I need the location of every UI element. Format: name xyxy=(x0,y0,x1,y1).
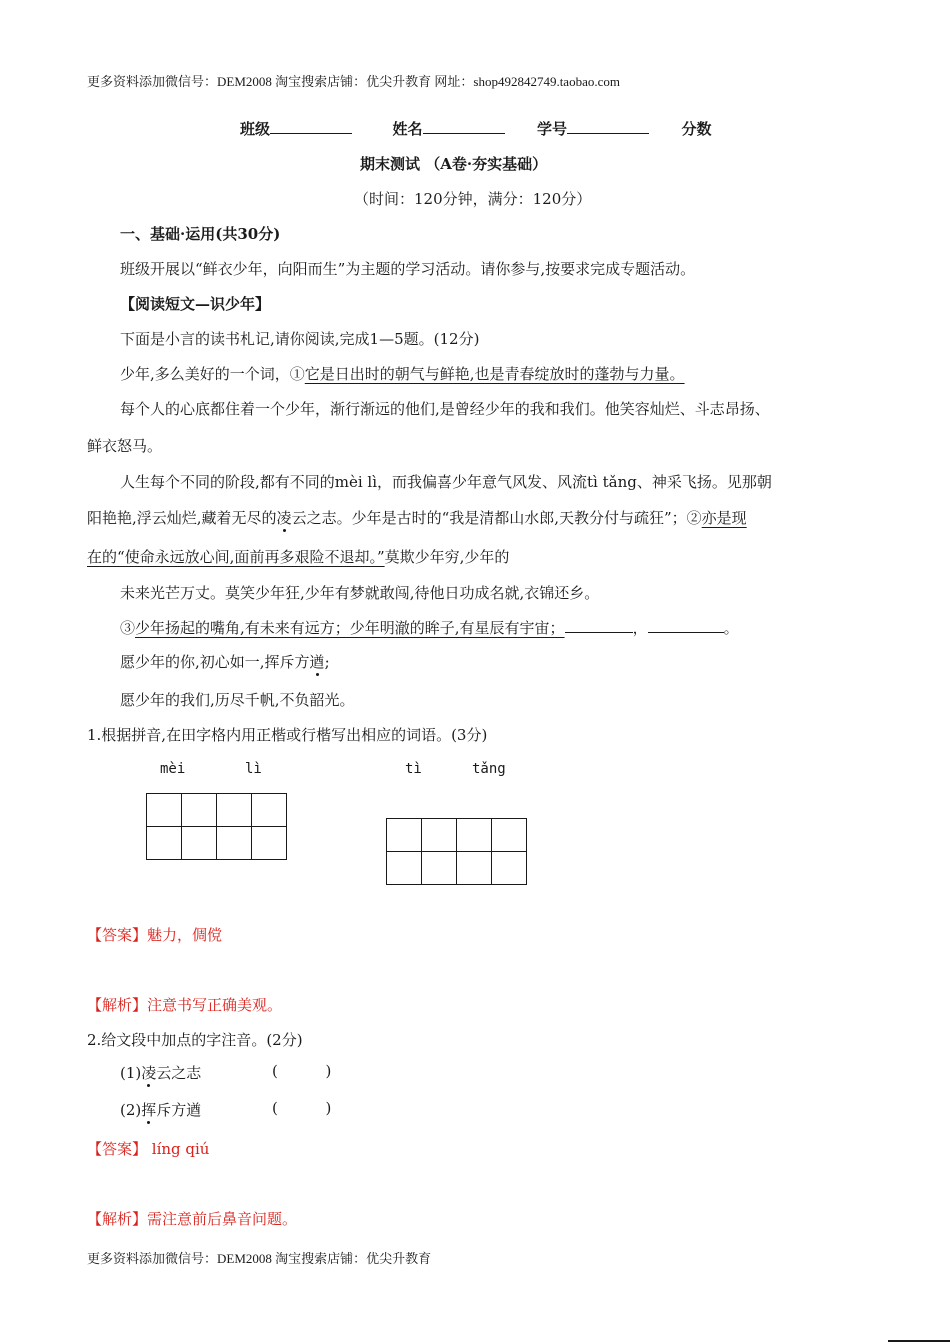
q2-item2-dotted-char: 挥 xyxy=(141,1101,157,1119)
grid-cell[interactable] xyxy=(252,794,287,827)
student-id-blank[interactable] xyxy=(567,119,649,134)
q2-item1 xyxy=(120,1062,201,1083)
exam-subtitle: （时间：120分钟，满分：120分） xyxy=(354,190,592,208)
section1-heading: 一、基础·运用(共30分) xyxy=(120,225,281,243)
grid-cell[interactable] xyxy=(422,819,457,852)
q2-analysis: 【解析】需注意前后鼻音问题。 xyxy=(87,1210,298,1228)
grid-cell[interactable] xyxy=(252,827,287,860)
q2-item1-dotted-char: 凌 xyxy=(141,1064,157,1082)
page-corner-rule xyxy=(888,1340,950,1342)
q2-item2-paren[interactable]: ( ) xyxy=(272,1099,332,1117)
p3-text-c: 莫欺少年穷,少年的 xyxy=(384,548,510,566)
section1-subheading: 【阅读短文—识少年】 xyxy=(120,295,271,313)
grid-cell[interactable] xyxy=(147,794,182,827)
p3-text-a: 阳艳艳,浮云灿烂,藏着无尽的 xyxy=(87,509,277,527)
passage-p3-line1: 人生每个不同的阶段,都有不同的mèi lì，而我偏喜少年意气风发、风流tì tǎng、神采飞扬。见那朝 xyxy=(120,473,772,491)
exam-title: 期末测试 （A卷·夯实基础） xyxy=(360,155,548,173)
name-blank[interactable] xyxy=(423,119,505,134)
passage-p3-line2 xyxy=(87,507,747,528)
q2-item2 xyxy=(120,1099,201,1120)
p1-text: 少年,多么美好的一个词，① xyxy=(120,365,305,383)
top-header-note: 更多资料添加微信号：DEM2008 淘宝搜索店铺：优尖升教育 网址：shop492842749.taobao.com xyxy=(87,74,620,89)
grid-cell[interactable] xyxy=(182,794,217,827)
class-blank[interactable] xyxy=(270,119,352,134)
p6-text: 愿少年的你,初心如一,挥斥方 xyxy=(120,653,310,671)
q2-item2-number: (2) xyxy=(120,1101,142,1119)
tianzige-grid-titang[interactable] xyxy=(386,818,527,885)
passage-p4: 未来光芒万丈。莫笑少年狂,少年有梦就敢闯,待他日功成名就,衣锦还乡。 xyxy=(120,584,600,602)
q1-pinyin-b2: tǎng xyxy=(472,761,506,777)
passage-p7: 愿少年的我们,历尽千帆,不负韶光。 xyxy=(120,691,355,709)
student-id-label: 学号 xyxy=(536,120,567,138)
grid-cell[interactable] xyxy=(422,852,457,885)
grid-cell[interactable] xyxy=(457,852,492,885)
passage-p6 xyxy=(120,651,330,672)
name-label: 姓名 xyxy=(392,120,423,138)
q2-answer: 【答案】 líng qiú xyxy=(87,1140,210,1158)
p5-blank-1[interactable] xyxy=(565,618,633,633)
q1-question: 1.根据拼音,在田字格内用正楷或行楷写出相应的词语。(3分) xyxy=(87,726,488,744)
grid-cell[interactable] xyxy=(387,819,422,852)
section1-instruction: 下面是小言的读书札记,请你阅读,完成1—5题。(12分) xyxy=(120,330,480,348)
p5-separator: ， xyxy=(632,619,648,637)
p5-marker: ③ xyxy=(120,619,136,637)
passage-p3-line3 xyxy=(87,546,509,567)
dotted-char-qiu: 遒 xyxy=(309,653,325,671)
grid-cell[interactable] xyxy=(457,819,492,852)
passage-p2-line2: 鲜衣怒马。 xyxy=(87,437,163,455)
score-label: 分数 xyxy=(681,120,712,138)
grid-cell[interactable] xyxy=(217,794,252,827)
p6-end: ; xyxy=(324,653,330,671)
dotted-char-ling: 凌 xyxy=(276,509,292,527)
q1-answer: 【答案】魅力，倜傥 xyxy=(87,926,223,944)
grid-cell[interactable] xyxy=(182,827,217,860)
p5-underlined: 少年扬起的嘴角,有未来有远方；少年明澈的眸子,有星辰有宇宙； xyxy=(135,619,565,637)
form-line xyxy=(240,118,711,139)
passage-p2-line1: 每个人的心底都住着一个少年，渐行渐远的他们,是曾经少年的我和我们。他笑容灿烂、斗志昂扬、 xyxy=(120,400,770,418)
p1-underlined: 它是日出时的朝气与鲜艳,也是青春绽放时的蓬勃与力量。 xyxy=(304,365,685,383)
p3-text-b: 云之志。少年是古时的“我是清都山水郎,天教分付与疏狂”；② xyxy=(291,509,702,527)
p5-end: 。 xyxy=(723,619,739,637)
passage-p5 xyxy=(120,617,739,638)
q1-pinyin-a1: mèi xyxy=(160,761,186,777)
q2-item2-text: 斥方遒 xyxy=(156,1101,202,1119)
q2-question: 2.给文段中加点的字注音。(2分) xyxy=(87,1031,303,1049)
q1-analysis: 【解析】注意书写正确美观。 xyxy=(87,996,283,1014)
p3-underlined-b: 在的“使命永远放心间,面前再多艰险不退却。” xyxy=(87,548,385,566)
grid-cell[interactable] xyxy=(217,827,252,860)
section1-intro: 班级开展以“鲜衣少年，向阳而生”为主题的学习活动。请你参与,按要求完成专题活动。 xyxy=(120,260,696,278)
q2-item1-paren[interactable]: ( ) xyxy=(272,1062,332,1080)
p3-underlined-a: 亦是现 xyxy=(701,509,747,527)
class-label: 班级 xyxy=(240,120,271,138)
passage-p1 xyxy=(120,363,685,384)
grid-cell[interactable] xyxy=(492,852,527,885)
grid-cell[interactable] xyxy=(387,852,422,885)
q2-item1-number: (1) xyxy=(120,1064,142,1082)
q2-item1-text: 云之志 xyxy=(156,1064,202,1082)
p5-blank-2[interactable] xyxy=(648,618,724,633)
bottom-footer-note: 更多资料添加微信号：DEM2008 淘宝搜索店铺：优尖升教育 xyxy=(87,1251,432,1266)
tianzige-grid-meili[interactable] xyxy=(146,793,287,860)
q1-pinyin-b1: tì xyxy=(405,761,422,777)
grid-cell[interactable] xyxy=(492,819,527,852)
grid-cell[interactable] xyxy=(147,827,182,860)
q1-pinyin-a2: lì xyxy=(245,761,262,777)
